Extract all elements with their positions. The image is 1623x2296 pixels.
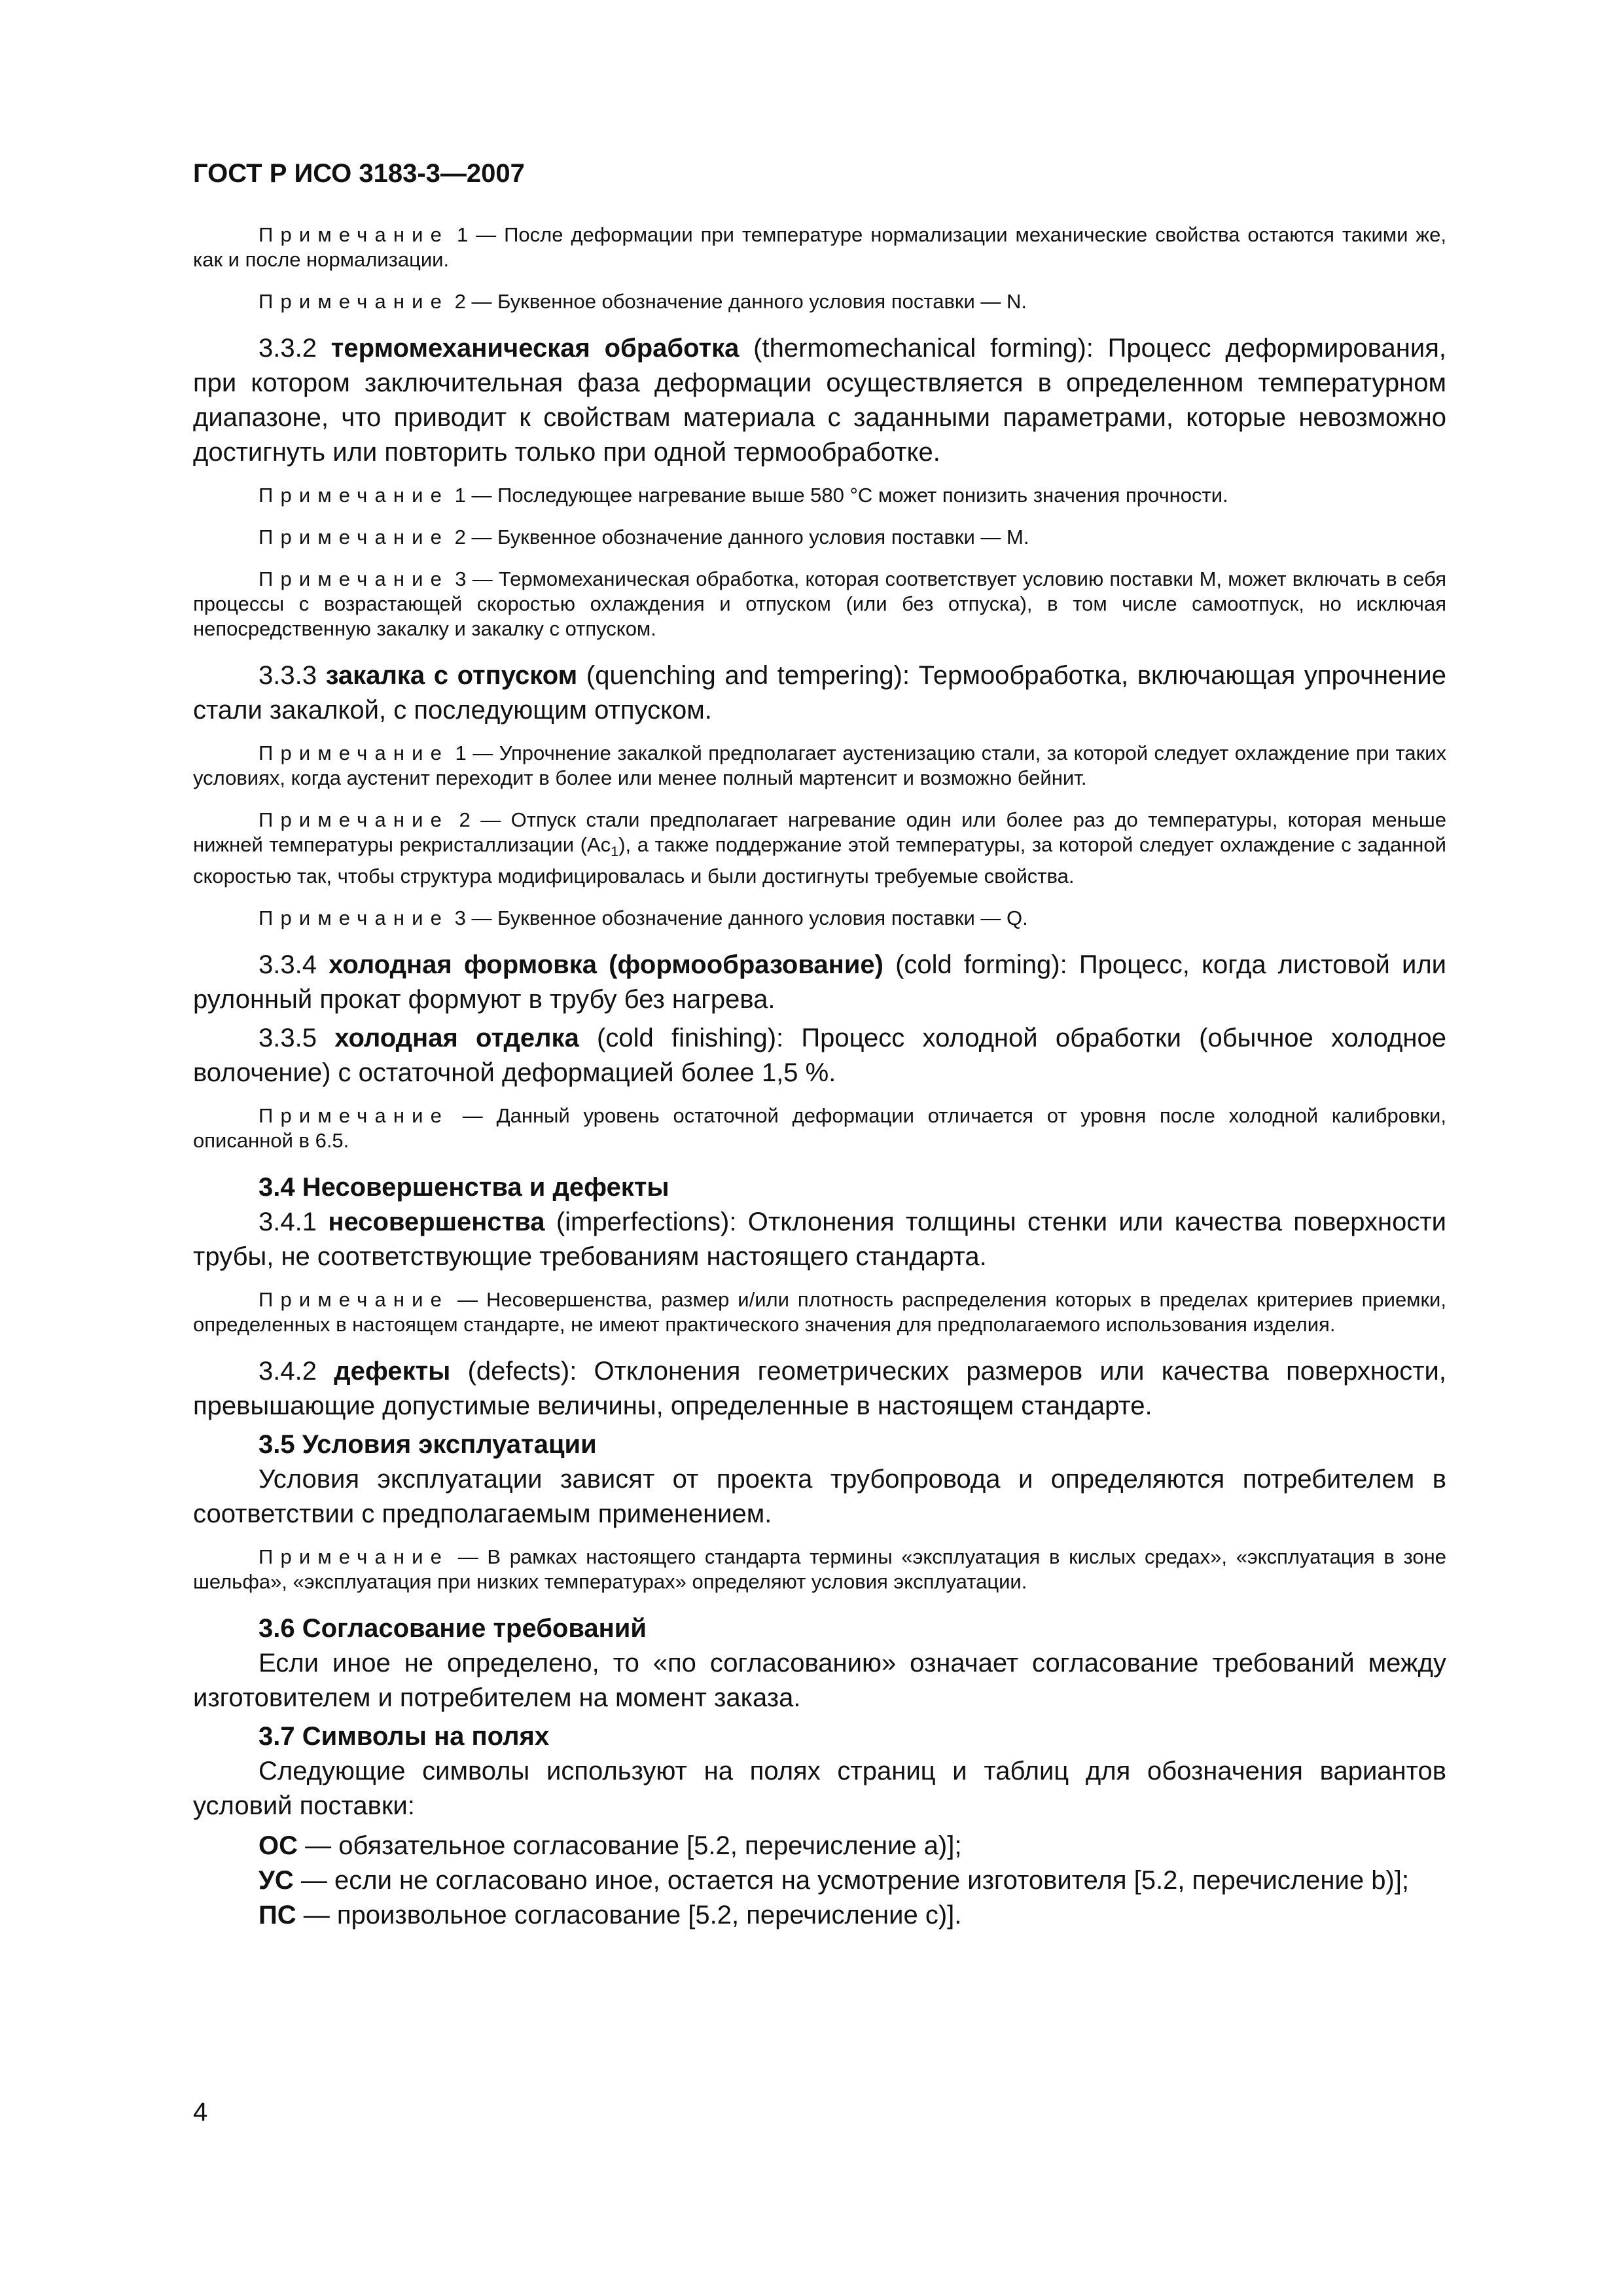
term-name: холодная отделка	[334, 1024, 579, 1053]
note-label: Примечание	[259, 906, 450, 930]
paragraph: Следующие символы используют на полях страниц и таблиц для обозначения вариантов условий поставки:	[193, 1757, 1446, 1821]
page-number: 4	[193, 2098, 208, 2126]
symbol-code: УС	[259, 1866, 294, 1895]
note: Примечание 1 — Упрочнение закалкой предполагает аустенизацию стали, за которой следует охлаждение при таких условиях, когда аустенит переходит в более или менее полный мартенсит и возможно бейнит.	[193, 742, 1446, 789]
note-label: Примечание	[259, 1104, 450, 1128]
note: Примечание 1 — После деформации при температуре нормализации механические свойства остаются такими же, как и после нормализации.	[193, 223, 1446, 271]
note-label: Примечание	[259, 223, 450, 246]
section-heading: 3.4 Несовершенства и дефекты	[259, 1173, 669, 1202]
symbol-item: ОС — обязательное согласование [5.2, перечисление а)];	[259, 1831, 962, 1861]
term-3-3-5: 3.3.5 холодная отделка (cold finishing): Процесс холодной обработки (обычное холодное волочение) с остаточной деформацией более 1,5 %.	[193, 1024, 1446, 1088]
document-body	[193, 223, 1446, 1933]
term-3-3-2: 3.3.2 термомеханическая обработка (thermomechanical forming): Процесс деформирования, при котором заключительная фаза деформации осуществляется в определенном температурном диапазоне, что приводит к свойствам материала с заданными параметрами, которые невозможно достигнуть или повторить только при одной термообработке.	[193, 334, 1446, 467]
note-label: Примечание	[259, 567, 450, 590]
note-label: Примечание	[259, 742, 450, 764]
term-3-3-4: 3.3.4 холодная формовка (формообразование) (cold forming): Процесс, когда листовой или рулонный прокат формуют в трубу без нагрева.	[193, 950, 1447, 1014]
note-label: Примечание	[259, 290, 450, 313]
note: Примечание 3 — Буквенное обозначение данного условия поставки — Q.	[259, 906, 1028, 930]
note: Примечание 2 — Буквенное обозначение данного условия поставки — М.	[259, 526, 1029, 548]
note: Примечание — Данный уровень остаточной деформации отличается от уровня после холодной калибровки, описанной в 6.5.	[193, 1104, 1446, 1153]
symbol-item: УС — если не согласовано иное, остается на усмотрение изготовителя [5.2, перечисление b)];	[259, 1866, 1409, 1895]
note: Примечание 2 — Отпуск стали предполагает нагревание один или более раз до температуры, которая меньше нижней температуры рекристаллизации $(Ас_1)$, а также поддержание этой температуры, за которой следует охлаждение с заданной скоростью так, чтобы структура модифицировалась и были достигнуты требуемые свойства.	[193, 808, 1446, 888]
symbol-code: ОС	[259, 1831, 298, 1861]
note: Примечание 3 — Термомеханическая обработка, которая соответствует условию поставки М, может включать в себя процессы с возрастающей скоростью охлаждения и отпуском (или без отпуска), в том числе самоотпуск, но исключая непосредственную закалку и закалку с отпуском.	[193, 567, 1446, 640]
paragraph: Если иное не определено, то «по согласованию» означает согласование требований между изготовителем и потребителем на момент заказа.	[193, 1649, 1446, 1713]
term-3-4-1: 3.4.1 несовершенства (imperfections): Отклонения толщины стенки или качества поверхности трубы, не соответствующие требованиям настоящего стандарта.	[193, 1208, 1446, 1272]
term-name: несовершенства	[328, 1208, 545, 1237]
term-name: закалка с отпуском	[325, 661, 578, 690]
section-heading: 3.7 Символы на полях	[259, 1722, 550, 1751]
term-name: термомеханическая обработка	[330, 334, 740, 363]
note-label: Примечание	[259, 808, 450, 831]
note: Примечание 1 — Последующее нагревание выше 580 °С может понизить значения прочности.	[259, 484, 1228, 507]
term-name: дефекты	[334, 1357, 451, 1386]
section-heading: 3.5 Условия эксплуатации	[259, 1430, 597, 1460]
symbol-item: ПС — произвольное согласование [5.2, перечисление с)].	[259, 1901, 962, 1930]
term-name: холодная формовка (формообразование)	[329, 950, 883, 980]
paragraph: Условия эксплуатации зависят от проекта трубопровода и определяются потребителем в соответствии с предполагаемым применением.	[193, 1465, 1446, 1529]
note-label: Примечание	[259, 1288, 450, 1312]
note: Примечание — В рамках настоящего стандарта термины «эксплуатация в кислых средах», «эксплуатация в зоне шельфа», «эксплуатация при низких температурах» определяют условия эксплуатации.	[193, 1545, 1446, 1594]
term-3-3-3: 3.3.3 закалка с отпуском (quenching and tempering): Термообработка, включающая упрочнение стали закалкой, с последующим отпуском.	[193, 661, 1446, 725]
document-header: ГОСТ Р ИСО 3183-3—2007	[193, 159, 525, 188]
section-heading: 3.6 Согласование требований	[259, 1614, 647, 1643]
note: Примечание — Несовершенства, размер и/или плотность распределения которых в пределах критериев приемки, определенных в настоящем стандарте, не имеют практического значения для предполагаемого использования изделия.	[193, 1288, 1446, 1336]
note-label: Примечание	[259, 526, 450, 548]
term-3-4-2: 3.4.2 дефекты (defects): Отклонения геометрических размеров или качества поверхности, превышающие допустимые величины, определенные в настоящем стандарте.	[193, 1357, 1446, 1421]
note-label: Примечание	[259, 1545, 450, 1569]
note-label: Примечание	[259, 484, 450, 507]
note: Примечание 2 — Буквенное обозначение данного условия поставки — N.	[259, 290, 1027, 313]
symbol-code: ПС	[259, 1901, 296, 1930]
